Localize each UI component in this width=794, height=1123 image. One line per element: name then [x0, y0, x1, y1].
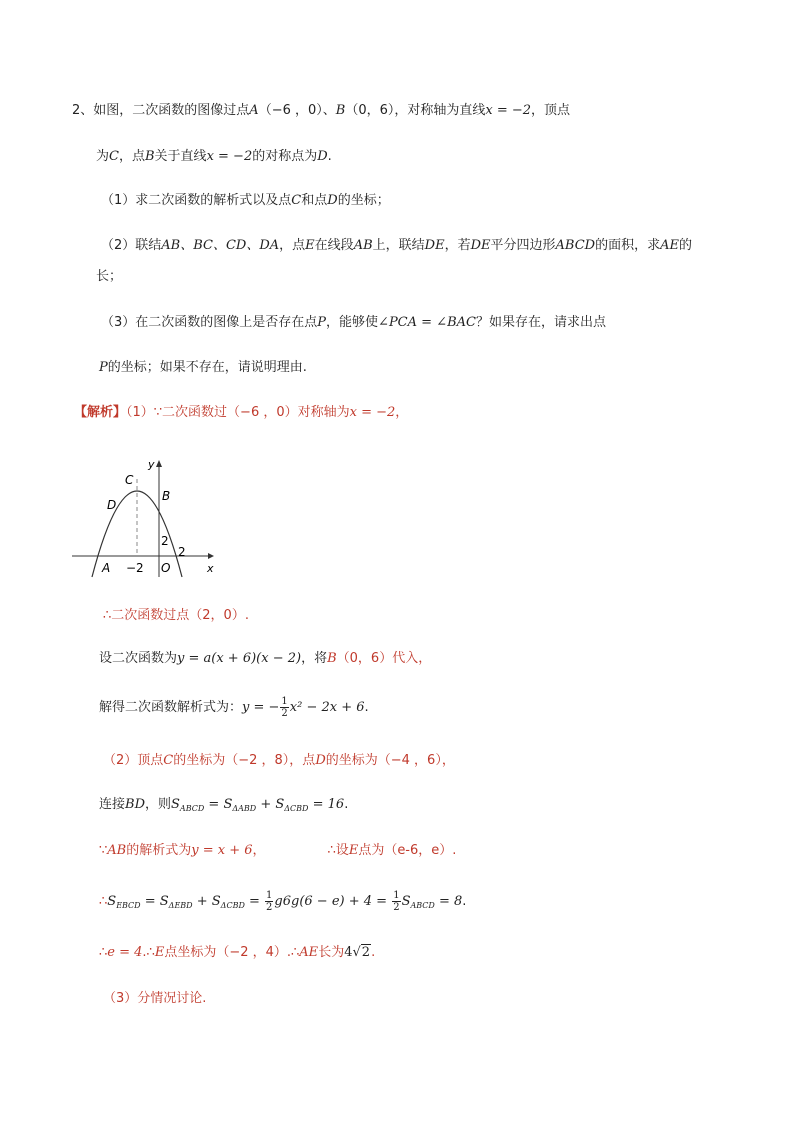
- text: ，: [252, 843, 266, 858]
- solution-line-6: [99, 796, 348, 818]
- label-minus-2: −2: [126, 561, 144, 575]
- fraction: [265, 890, 273, 913]
- text: 平分四边形: [490, 238, 556, 253]
- text: .∴: [142, 945, 155, 960]
- operator: =: [140, 894, 160, 909]
- segment-ae: AE: [660, 238, 679, 253]
- equation: x² − 2x + 6: [289, 700, 365, 715]
- text: ，点: [279, 238, 306, 253]
- denominator: 2: [281, 708, 288, 719]
- text: （0，6），对称轴为直线: [345, 103, 486, 118]
- text: ∵: [99, 843, 108, 858]
- point-d: D: [317, 149, 328, 164]
- text: 如图，二次函数的图像过点: [93, 103, 250, 118]
- text: 的坐标为（−2 ，8），点: [173, 753, 316, 768]
- segments: AB、BC、CD、DA: [161, 238, 280, 253]
- label-c: C: [125, 473, 134, 487]
- subscript: ABCD: [410, 901, 435, 910]
- axis-equation: x = −2: [349, 405, 396, 420]
- solution-line-9: [99, 944, 375, 962]
- equation: y = a(x + 6)(x − 2): [177, 651, 302, 666]
- segment-de: DE: [424, 238, 445, 253]
- y-axis-arrow-icon: [156, 460, 162, 467]
- question-2: [101, 237, 692, 255]
- denominator: 2: [393, 902, 400, 913]
- subscript: ΔABD: [232, 804, 257, 813]
- point-a: A: [249, 103, 259, 118]
- numerator: 1: [393, 890, 400, 901]
- text: .: [371, 945, 376, 960]
- text: 上，联结: [372, 238, 425, 253]
- text: 和点: [301, 193, 328, 208]
- solution-tag: 【解析】: [74, 405, 127, 420]
- text: ？如果存在，请求出点: [475, 315, 606, 330]
- text: （2）联结: [101, 238, 162, 253]
- solution-line-5: [103, 752, 455, 770]
- point-b: B: [327, 651, 337, 666]
- solution-line-10: [103, 990, 206, 1008]
- text: ，点: [118, 149, 145, 164]
- text: （3）分情况讨论.: [103, 991, 207, 1006]
- label-a: A: [102, 561, 111, 575]
- point-d: D: [315, 753, 326, 768]
- subscript: ABCD: [179, 804, 205, 813]
- fraction: [392, 890, 400, 913]
- radicand: 2: [361, 945, 371, 960]
- segment-de: DE: [470, 238, 491, 253]
- operator: = 8: [434, 894, 463, 909]
- question-3-cont: [99, 359, 307, 377]
- segment-ab: AB: [107, 843, 127, 858]
- label-2-x: 2: [178, 545, 186, 559]
- text: ∴: [99, 894, 108, 909]
- point-e: E: [305, 238, 315, 253]
- text: 的: [679, 238, 693, 253]
- label-2-y: 2: [161, 534, 169, 548]
- solution-line-7: [99, 842, 456, 860]
- text: 点为（e-6，e）.: [358, 843, 457, 858]
- sqrt-expression: 4√2: [344, 945, 371, 960]
- area-symbol: S: [275, 797, 285, 812]
- label-o: O: [161, 561, 171, 575]
- subscript: ΔCBD: [220, 901, 245, 910]
- denominator: 2: [266, 902, 273, 913]
- segment-bd: BD: [125, 797, 145, 812]
- text: ，若: [444, 238, 471, 253]
- text: 为: [96, 149, 110, 164]
- label-x: x: [207, 562, 214, 575]
- text: ，能够使: [326, 315, 379, 330]
- question-2-cont: [96, 268, 122, 286]
- operator: =: [244, 894, 265, 909]
- text: ∴: [99, 945, 108, 960]
- text: .: [327, 149, 332, 164]
- text: 设二次函数为: [99, 651, 178, 666]
- text: 的面积，求: [595, 238, 661, 253]
- text: 在线段: [314, 238, 354, 253]
- quad-abcd: ABCD: [555, 238, 596, 253]
- text: 连接: [99, 797, 126, 812]
- text: 的坐标；: [337, 193, 390, 208]
- point-c: C: [109, 149, 119, 164]
- text: ，将: [301, 651, 328, 666]
- text: 关于直线: [154, 149, 207, 164]
- text: 解得二次函数解析式为：: [99, 700, 243, 715]
- segment-ae: AE: [299, 945, 319, 960]
- label-y: y: [148, 458, 155, 471]
- point-p: P: [99, 360, 108, 375]
- point-e: E: [154, 945, 165, 960]
- area-symbol: S: [171, 797, 180, 812]
- point-p: P: [317, 315, 327, 330]
- solution-line-3: [99, 650, 431, 668]
- text: （1）∵二次函数过（−6 ，0）对称轴为: [126, 405, 350, 420]
- point-c: C: [291, 193, 302, 208]
- problem-number: 2、: [72, 103, 94, 118]
- axis-equation: x = −2: [206, 149, 253, 164]
- point-c: C: [163, 753, 174, 768]
- operator: = 16: [308, 797, 345, 812]
- point-d: D: [327, 193, 338, 208]
- operator: +: [256, 797, 276, 812]
- area-symbol: S: [107, 894, 117, 909]
- solution-line-8: [99, 890, 466, 915]
- segment-ab: AB: [353, 238, 373, 253]
- equation: e = 4: [107, 945, 143, 960]
- text: .: [364, 700, 369, 715]
- fraction: [280, 696, 288, 719]
- text: 长为: [318, 945, 345, 960]
- equation: g6g(6 − e) + 4 =: [274, 894, 392, 909]
- angle-equation: ∠PCA = ∠BAC: [378, 315, 476, 330]
- text: ∴二次函数过点（2，0）.: [103, 608, 249, 623]
- subscript: ΔCBD: [284, 804, 309, 813]
- text: 点坐标为（−2 ，4）.∴: [164, 945, 300, 960]
- text: ，: [395, 405, 409, 420]
- text: .: [462, 894, 467, 909]
- solution-line-2: [103, 607, 249, 625]
- text: ∴设: [327, 843, 349, 858]
- area-symbol: S: [223, 797, 233, 812]
- subscript: ΔEBD: [168, 901, 193, 910]
- question-3: [101, 314, 606, 332]
- operator: =: [204, 797, 224, 812]
- area-symbol: S: [401, 894, 411, 909]
- text: 的解析式为: [126, 843, 192, 858]
- text: 的坐标为（−4 ，6），: [325, 753, 455, 768]
- problem-line-2: [96, 148, 332, 166]
- text: ，顶点: [531, 103, 571, 118]
- problem-line-1: [72, 102, 570, 120]
- solution-line-1: [74, 404, 408, 422]
- text: 的对称点为: [252, 149, 318, 164]
- solution-line-4: [99, 696, 369, 719]
- x-axis-arrow-icon: [208, 553, 214, 559]
- text: （3）在二次函数的图像上是否存在点: [101, 315, 318, 330]
- text: .: [344, 797, 349, 812]
- text: （1）求二次函数的解析式以及点: [101, 193, 292, 208]
- area-symbol: S: [211, 894, 221, 909]
- text: （0，6）代入，: [336, 651, 432, 666]
- text: 长；: [96, 269, 123, 284]
- numerator: 1: [266, 890, 273, 901]
- equation: y = x + 6: [191, 843, 253, 858]
- coefficient: 4: [344, 945, 353, 960]
- question-1: [101, 192, 390, 210]
- axis-equation: x = −2: [485, 103, 532, 118]
- area-symbol: S: [159, 894, 169, 909]
- numerator: 1: [281, 696, 288, 707]
- point-e: E: [348, 843, 359, 858]
- subscript: EBCD: [116, 901, 141, 910]
- operator: +: [192, 894, 212, 909]
- equation: y = −: [242, 700, 280, 715]
- text: 的坐标；如果不存在，请说明理由.: [107, 360, 307, 375]
- label-d: D: [107, 498, 117, 512]
- text: （2）顶点: [103, 753, 164, 768]
- label-b: B: [162, 489, 171, 503]
- parabola-figure: [68, 455, 228, 580]
- point-b: B: [144, 149, 155, 164]
- text: （−6 ，0）、: [258, 103, 336, 118]
- text: ，则: [145, 797, 172, 812]
- point-b: B: [335, 103, 346, 118]
